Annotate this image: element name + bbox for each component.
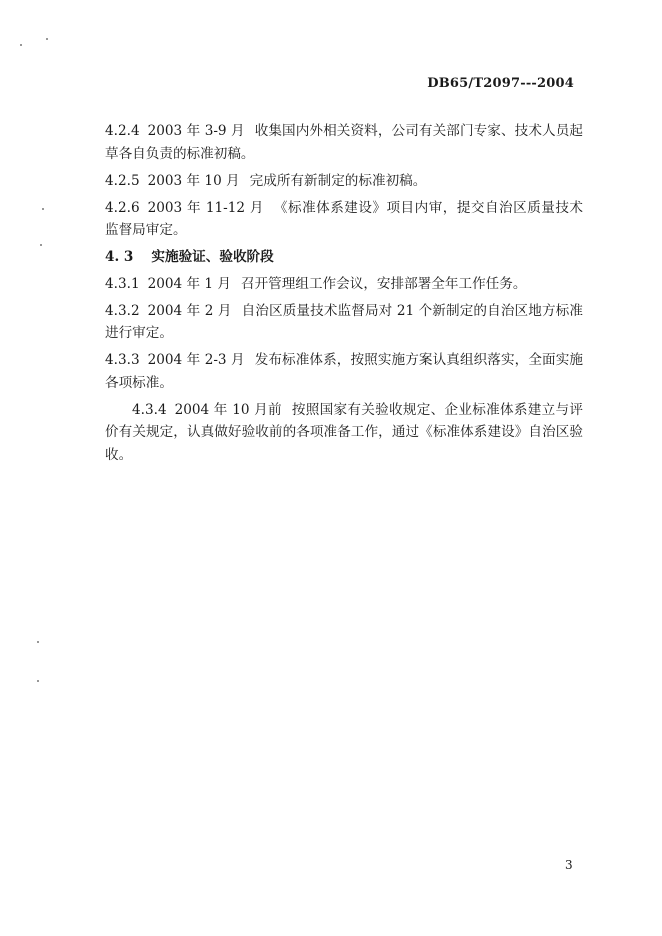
clause-4-2-6 — [105, 197, 583, 242]
clause-text: 收集国内外相关资料，公司有关部门专家、技术人员起草各自负责的标准初稿。 — [105, 123, 584, 162]
clause-date: 2003 年 3-9 月 — [147, 123, 245, 139]
clause-number: 4.3.2 — [105, 302, 140, 319]
scan-speck — [40, 244, 42, 246]
scan-speck — [37, 680, 39, 682]
section-heading — [105, 246, 583, 269]
scan-speck — [20, 44, 22, 46]
clause-date: 2003 年 10 月 — [147, 172, 240, 189]
clause-text: 《标准体系建设》项目内审，提交自治区质量技术监督局审定。 — [105, 199, 584, 238]
scan-speck — [42, 208, 44, 210]
clause-4-2-4 — [105, 120, 583, 165]
clause-date: 2004 年 2 月 — [147, 302, 232, 319]
clause-number: 4.2.6 — [105, 199, 140, 216]
scan-speck — [46, 38, 48, 40]
clause-4-2-5 — [105, 170, 583, 193]
clause-text: 自治区质量技术监督局对 21 个新制定的自治区地方标准进行审定。 — [105, 302, 583, 341]
scan-speck — [37, 641, 39, 643]
clause-text: 按照国家有关验收规定、企业标准体系建立与评价有关规定，认真做好验收前的各项准备工作，通过《标准体系建设》自治区验收。 — [105, 401, 584, 463]
clause-number: 4.3.1 — [105, 275, 140, 292]
clause-date: 2003 年 11-12 月 — [147, 199, 264, 216]
clause-number: 4.3.3 — [105, 352, 140, 368]
section-number: 4. 3 — [105, 249, 134, 265]
clause-number: 4.2.4 — [105, 123, 140, 139]
clause-text: 召开管理组工作会议，安排部署全年工作任务。 — [241, 275, 527, 292]
clause-date: 2004 年 10 月前 — [174, 401, 282, 418]
clause-date: 2004 年 1 月 — [147, 275, 231, 292]
document-body — [105, 120, 583, 471]
clause-number: 4.3.4 — [132, 401, 167, 418]
clause-date: 2004 年 2-3 月 — [147, 352, 245, 368]
document-code: DB65/T2097---2004 — [427, 76, 574, 91]
clause-4-3-1 — [105, 273, 583, 296]
clause-text: 完成所有新制定的标准初稿。 — [249, 172, 427, 189]
clause-number: 4.2.5 — [105, 172, 140, 189]
page-number: 3 — [565, 858, 573, 872]
clause-4-3-2 — [105, 300, 583, 345]
clause-4-3-3 — [105, 349, 583, 394]
clause-4-3-4 — [105, 399, 583, 467]
clause-text: 发布标准体系，按照实施方案认真组织落实，全面实施各项标准。 — [105, 352, 584, 391]
section-title: 实施验证、验收阶段 — [151, 249, 274, 265]
